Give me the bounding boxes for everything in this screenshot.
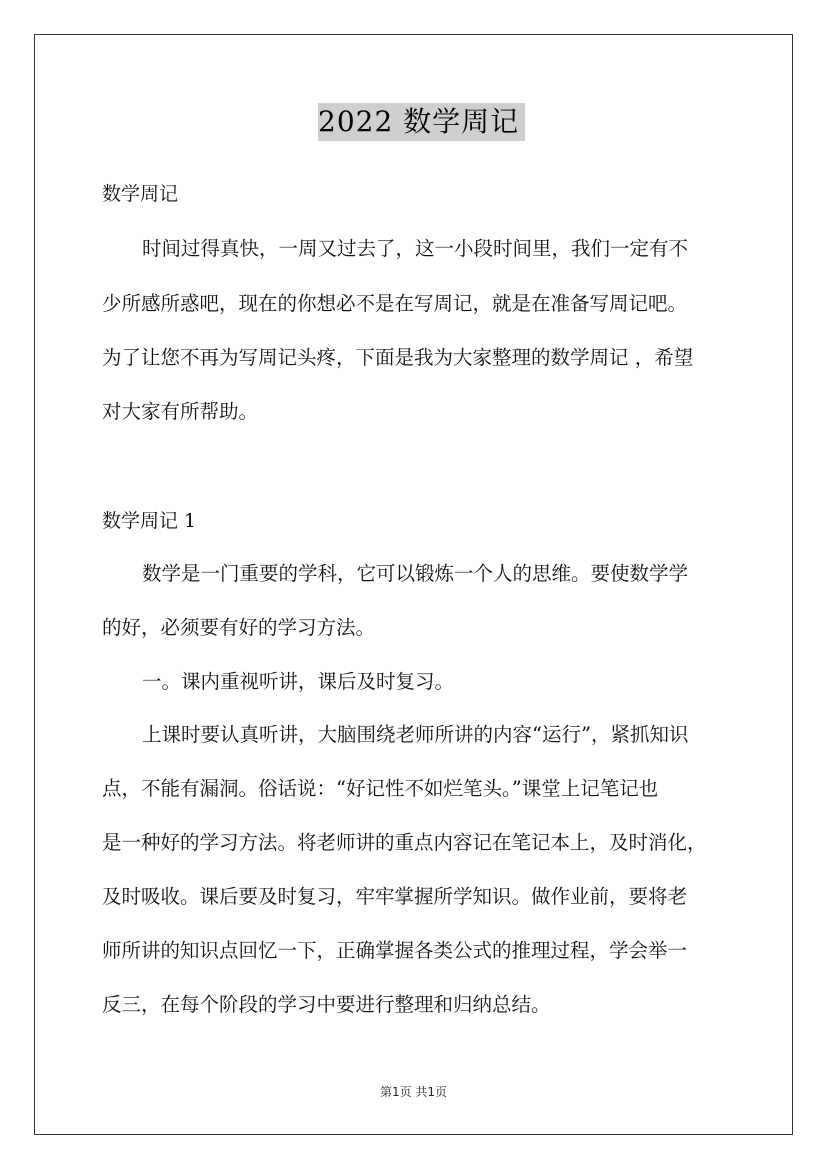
intro-heading: 数学周记 [102, 183, 179, 205]
subheading-line: 一。课内重视听讲，课后及时复习。 [142, 670, 455, 693]
body-line: 师所讲的知识点回忆一下，正确掌握各类公式的推理过程，学会举一 [102, 939, 688, 962]
section-heading: 数学周记 1 [102, 510, 197, 532]
body-line: 数学是一门重要的学科，它可以锻炼一个人的思维。要使数学学 [142, 562, 689, 585]
body-line: 的好，必须要有好的学习方法。 [102, 616, 376, 639]
page-footer: 第1页 共1页 [379, 1085, 448, 1099]
body-line: 点，不能有漏洞。俗话说：“好记性不如烂笔头。”课堂上记笔记也 [102, 777, 659, 800]
body-line: 及时吸收。课后要及时复习，牢牢掌握所学知识。做作业前，要将老 [102, 885, 688, 908]
intro-line: 时间过得真快，一周又过去了，这一小段时间里，我们一定有不 [142, 237, 689, 260]
body-line: 上课时要认真听讲，大脑围绕老师所讲的内容“运行”，紧抓知识 [142, 723, 689, 746]
body-line: 是一种好的学习方法。将老师讲的重点内容记在笔记本上，及时消化， [102, 831, 707, 854]
intro-line: 对大家有所帮助。 [102, 400, 259, 423]
intro-line: 为了让您不再为写周记头疼，下面是我为大家整理的数学周记 ，希望 [102, 346, 694, 369]
body-line: 反三，在每个阶段的学习中要进行整理和归纳总结。 [102, 993, 551, 1016]
document-title: 2022 数学周记 [318, 103, 525, 141]
intro-line: 少所感所惑吧，现在的你想必不是在写周记，就是在准备写周记吧。 [102, 292, 688, 315]
